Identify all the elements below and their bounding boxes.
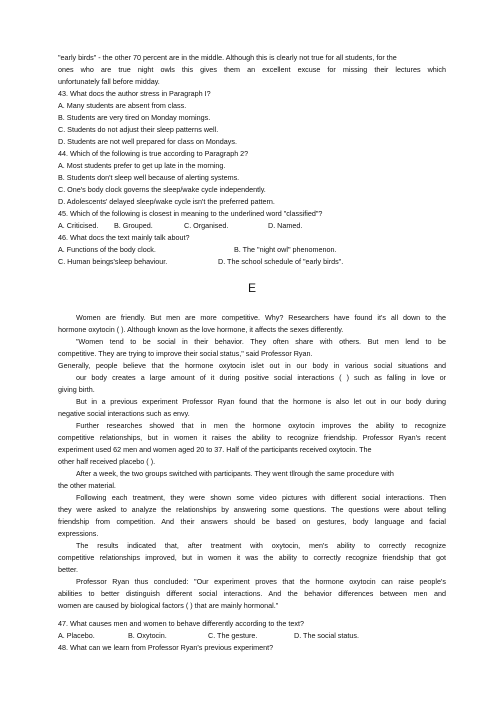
passage-line: competitive relationships improved, but in women it was the ability to correctly recognize friendship that got [58, 553, 446, 562]
question-46 [58, 232, 446, 268]
passage-line: better. [58, 565, 78, 574]
question-stem: 43. What docs the author stress in Paragraph I? [58, 89, 211, 98]
question-44 [58, 148, 446, 208]
option-a: A. Most students prefer to get up late in the morning. [58, 161, 226, 170]
options-row-2 [58, 256, 446, 268]
passage-line: abilities to better distinguish different social interactions. And the behavior differences between men and [58, 589, 446, 598]
option-d: D. The school schedule of "early birds". [218, 257, 344, 266]
question-stem: 46. What docs the text mainly talk about? [58, 233, 190, 242]
passage-line: experiment used 62 men and women aged 20 to 37. Half of the participants received oxytocin. The [58, 445, 372, 454]
passage-line: women are caused by biological factors ( ) that are mainly hormonal." [58, 601, 279, 610]
option-a: A. Criticised. [58, 221, 99, 230]
option-a: A. Functions of the body clock. [58, 245, 156, 254]
passage-line: But in a previous experiment Professor Ryan found that the hormone is also let out in our body during [76, 397, 446, 406]
passage-line: negative social interactions such as envy. [58, 409, 190, 418]
question-stem: 47. What causes men and women to behave differently according to the text? [58, 619, 304, 628]
option-c: C. The gesture. [208, 631, 258, 640]
option-d: D. The social status. [294, 631, 359, 640]
intro-line-2: ones who are true night owls this gives them an excellent excuse for missing their lectures which [58, 65, 446, 74]
passage-line: "Women tend to be social in their behavior. They often share with others. But men lend to be [76, 337, 446, 346]
passage-line: friendship from competition. And their answers should be based on gestures, body language and facial [58, 517, 446, 526]
option-a: A. Many students are absent from class. [58, 101, 187, 110]
passage-line: Professor Ryan thus concluded: "Our experiment proves that the hormone oxytocin can raise people's [76, 577, 446, 586]
passage-line: Generally, people believe that the hormone oxytocin islet out in our body in various social situations and [58, 361, 446, 370]
option-b: B. The "night owl" phenomenon. [234, 245, 337, 254]
option-b: B. Oxytocin. [128, 631, 167, 640]
question-48 [58, 642, 446, 654]
question-47 [58, 618, 446, 642]
option-c: C. Students do not adjust their sleep patterns well. [58, 125, 219, 134]
passage-line: Following each treatment, they were shown some video pictures with different social interactions. Then [76, 493, 446, 502]
question-43 [58, 88, 446, 148]
option-b: B. Grouped. [114, 221, 153, 230]
option-d: D. Named. [268, 221, 303, 230]
passage [58, 312, 446, 612]
passage-line: other half received placebo ( ). [58, 457, 156, 466]
passage-line: Further researches showed that in men the hormone oxytocin improves the ability to recognize [76, 421, 446, 430]
question-45 [58, 208, 446, 232]
option-c: C. Human beings'sleep behaviour. [58, 257, 168, 266]
question-stem: 45. Which of the following is closest in meaning to the underlined word "classified"? [58, 209, 323, 218]
question-stem: 48. What can we learn from Professor Ryan's previous experiment? [58, 643, 274, 652]
option-b: B. Students are very tired on Monday mornings. [58, 113, 211, 122]
section-heading: E [247, 281, 256, 295]
options-row [58, 220, 446, 232]
option-d: D. Students are not well prepared for class on Mondays. [58, 137, 237, 146]
option-a: A. Placebo. [58, 631, 95, 640]
passage-line: competitive relationships, but in women it raises the ability to recognize friendship. Professor Ryan's recent [58, 433, 446, 442]
intro-line-3: unfortunately fall before midday. [58, 77, 160, 86]
option-b: B. Students don't sleep well because of alerting systems. [58, 173, 240, 182]
option-c: C. Organised. [184, 221, 229, 230]
passage-line: the other material. [58, 481, 116, 490]
intro-line-1: "early birds" - the other 70 percent are in the middle. Although this is clearly not true for all students, for the [58, 53, 397, 62]
document-page [58, 52, 446, 654]
passage-line: Women are friendly. But men are more competitive. Why? Researchers have found it's all down to the [76, 313, 446, 322]
options-row [58, 630, 446, 642]
passage-line: The results indicated that, after treatment with oxytocin, men's ability to correctly recognize [76, 541, 446, 550]
passage-line: our body creates a large amount of it during positive social interactions ( ) such as falling in love or [76, 373, 446, 382]
option-c: C. One's body clock governs the sleep/wake cycle independently. [58, 185, 266, 194]
option-d: D. Adolescents' delayed sleep/wake cycle isn't the preferred pattern. [58, 197, 275, 206]
passage-line: giving birth. [58, 385, 95, 394]
passage-line: they were asked to analyze the relationships by answering some questions. The questions were about telling [58, 505, 446, 514]
passage-line: hormone oxytocin ( ). Although known as the love hormone, it affects the sexes differently. [58, 325, 344, 334]
passage-line: competitive. They are trying to improve their social status," said Professor Ryan. [58, 349, 313, 358]
question-stem: 44. Which of the following is true according to Paragraph 2? [58, 149, 249, 158]
options-row-1 [58, 244, 446, 256]
passage-line: expressions. [58, 529, 99, 538]
passage-line: After a week, the two groups switched with participants. They went tllrough the same procedure with [76, 469, 394, 478]
